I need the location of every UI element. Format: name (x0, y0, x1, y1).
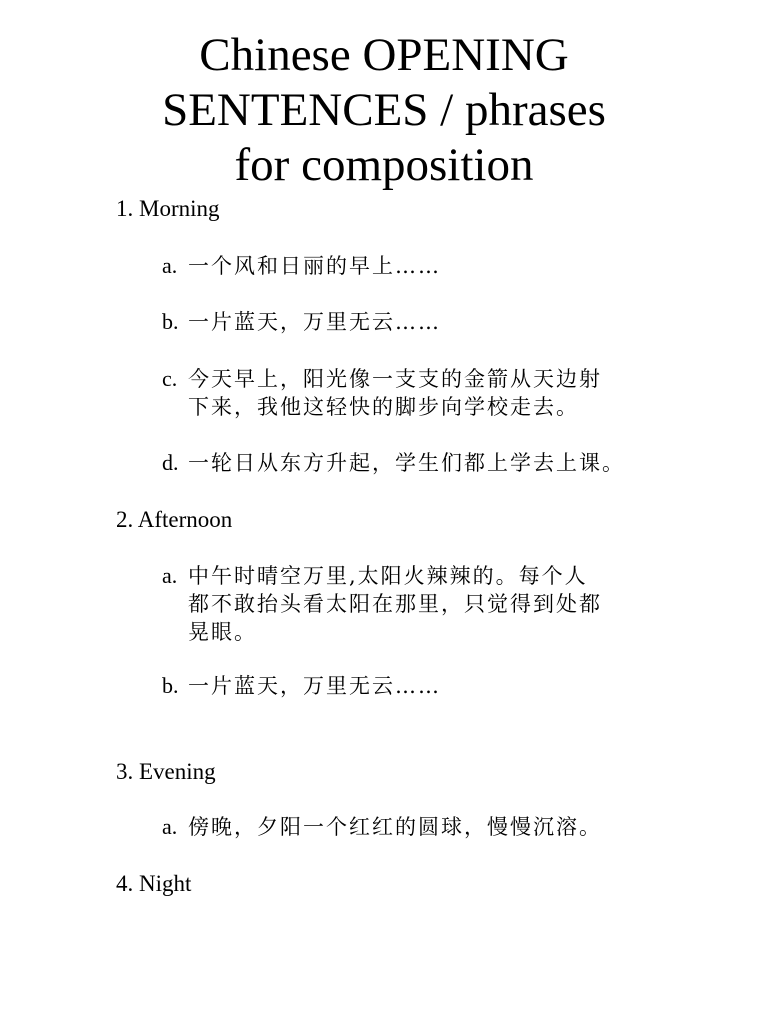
list-item-morning-d (162, 449, 625, 477)
item-letter: a. (162, 563, 178, 588)
item-text (188, 813, 602, 841)
item-text (188, 365, 602, 421)
item-line: 一片蓝天，万里无云…… (188, 674, 441, 698)
list-item-evening-a (162, 813, 602, 841)
title-line-1: Chinese OPENING (199, 29, 569, 81)
item-text (188, 252, 441, 280)
page-title (0, 28, 768, 193)
item-letter: c. (162, 366, 178, 391)
item-line: 晃眼。 (188, 620, 257, 644)
list-item-morning-a (162, 252, 441, 280)
list-item-morning-b (162, 308, 441, 336)
section-heading-evening: 3. Evening (116, 759, 216, 784)
item-line: 都不敢抬头看太阳在那里，只觉得到处都 (188, 592, 602, 616)
item-line: 傍晚，夕阳一个红红的圆球，慢慢沉溶。 (188, 815, 602, 839)
item-line: 一轮日从东方升起，学生们都上学去上课。 (188, 451, 625, 475)
item-line: 今天早上，阳光像一支支的金箭从天边射 (188, 367, 602, 391)
section-heading-morning: 1. Morning (116, 196, 220, 221)
item-letter: b. (162, 309, 179, 334)
title-line-3: for composition (234, 139, 534, 191)
item-text (188, 562, 602, 646)
list-item-afternoon-b (162, 672, 441, 700)
list-item-morning-c (162, 365, 602, 421)
item-text (188, 449, 625, 477)
item-line: 一个风和日丽的早上…… (188, 254, 441, 278)
section-heading-night: 4. Night (116, 871, 192, 896)
item-line: 中午时晴空万里,太阳火辣辣的。每个人 (188, 564, 588, 588)
item-text (188, 672, 441, 700)
section-heading-afternoon: 2. Afternoon (116, 507, 233, 532)
list-item-afternoon-a (162, 562, 602, 646)
item-letter: b. (162, 673, 179, 698)
item-line: 一片蓝天，万里无云…… (188, 310, 441, 334)
item-line: 下来，我他这轻快的脚步向学校走去。 (188, 395, 579, 419)
item-letter: a. (162, 253, 178, 278)
item-letter: a. (162, 814, 178, 839)
item-text (188, 308, 441, 336)
title-line-2: SENTENCES / phrases (162, 84, 606, 136)
item-letter: d. (162, 450, 179, 475)
